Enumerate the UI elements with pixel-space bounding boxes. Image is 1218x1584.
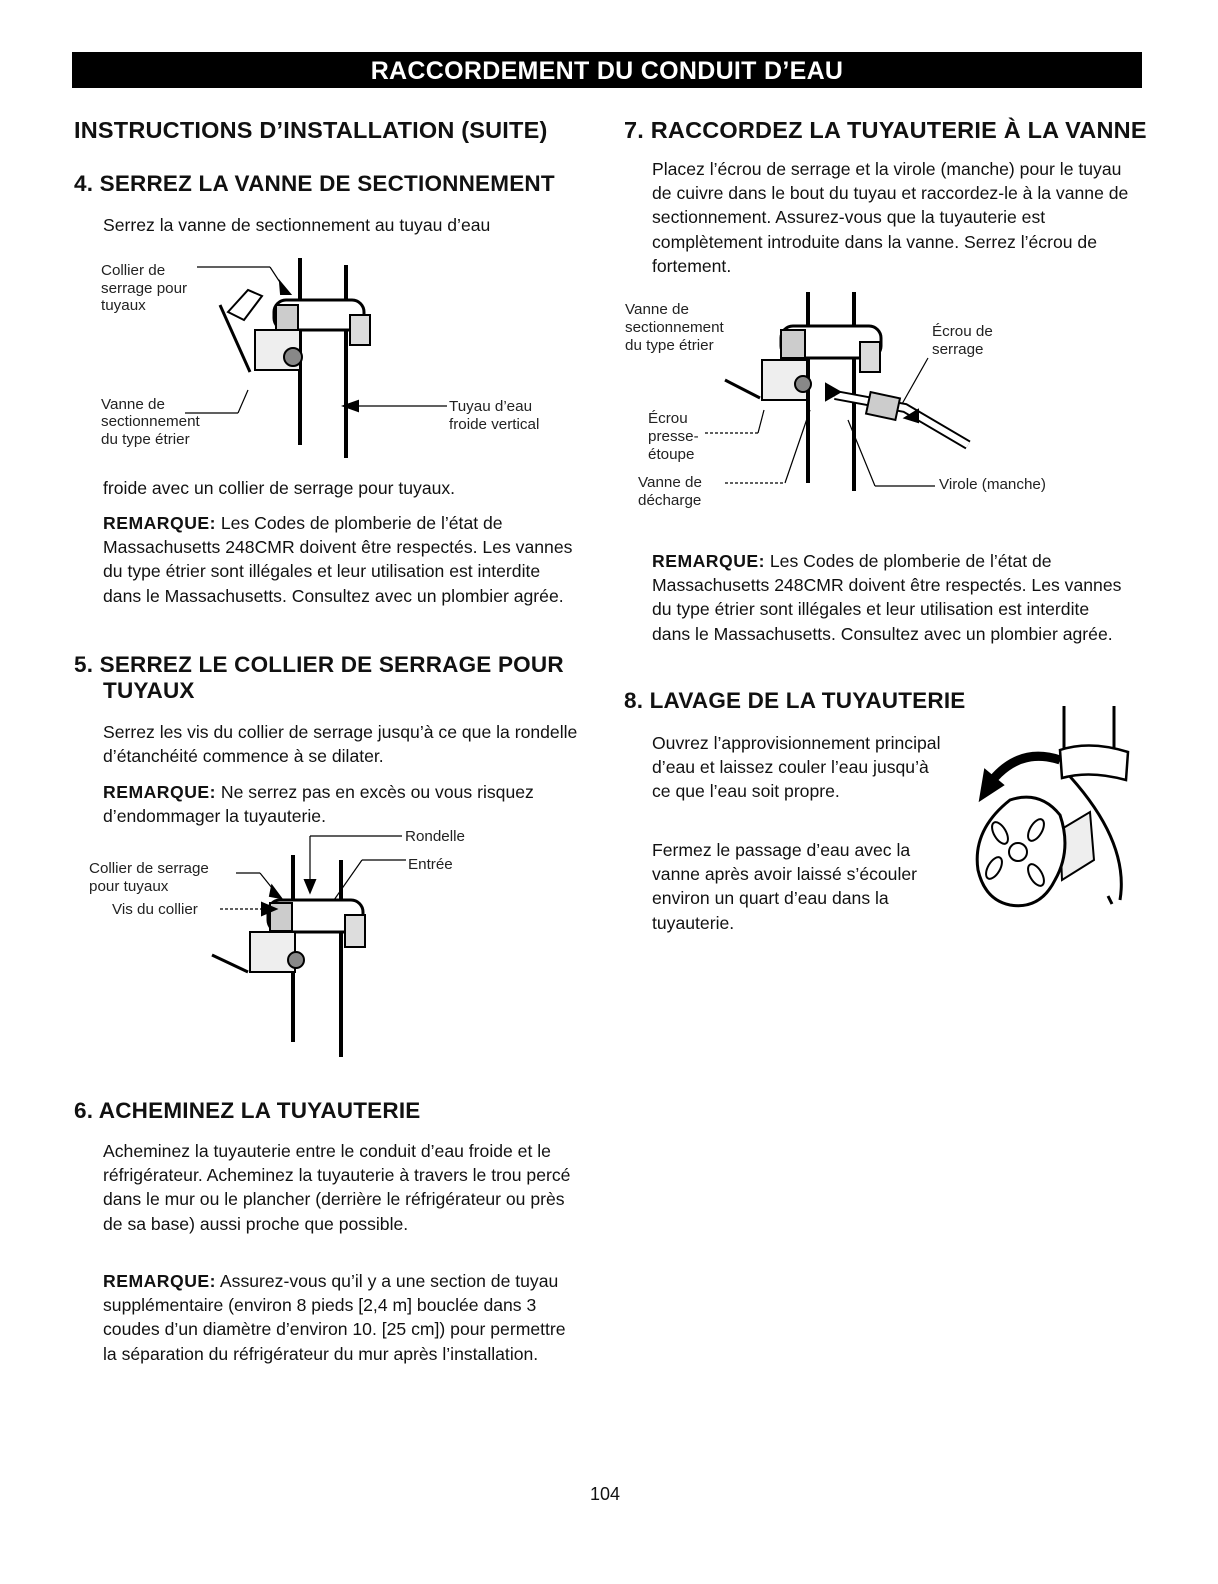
step-6-text: Acheminez la tuyauterie entre le conduit d’eau froide et le réfrigérateur. Acheminez la tuyauterie à travers le trou percé dans le mur ou le plancher (derrière le réfrigérateur ou près de sa base) aussi proche que possible. [103,1141,571,1234]
step-4-intro: Serrez la vanne de sectionnement au tuyau d’eau [103,215,491,235]
note-label: REMARQUE: [652,551,765,571]
label-ecrou-presse-line2: presse- [648,428,699,445]
label-vanne-etrier-line3: du type étrier [625,337,714,354]
step-4-title: 4. SERREZ LA VANNE DE SECTIONNEMENT [74,171,555,196]
step-6-title: 6. ACHEMINEZ LA TUYAUTERIE [74,1098,421,1123]
section-heading: INSTRUCTIONS D’INSTALLATION (SUITE) [74,117,548,143]
label-vanne-line3: du type étrier [101,431,190,448]
label-collier-serrage-line2: pour tuyaux [89,878,169,895]
label-virole: Virole (manche) [939,476,1046,493]
label-ecrou-serrage-line1: Écrou de [932,323,993,340]
step-8-text-1: Ouvrez l’approvisionnement principal d’eau et laissez couler l’eau jusqu’à ce que l’eau soit propre. [652,733,941,802]
page-number: 104 [590,1484,621,1504]
note-label: REMARQUE: [103,513,216,533]
label-ecrou-presse-line3: étoupe [648,446,695,463]
step-7-text: Placez l’écrou de serrage et la virole (manche) pour le tuyau de cuivre dans le bout du tuyau et raccordez-le à la vanne de sectionnement. Assurez-vous que la tuyauterie est complètement introduite dans la vanne. Serrez l’écrou de fortement. [652,159,1129,276]
step-5-text: Serrez les vis du collier de serrage jusqu’à ce que la rondelle d’étanchéité commence à se dilater. [103,722,578,767]
label-rondelle: Rondelle [405,828,465,845]
label-decharge-line1: Vanne de [638,474,702,491]
label-ecrou-serrage-line2: serrage [932,341,984,358]
step-5-title-line2: TUYAUX [103,678,195,703]
note-text: Ne serrez pas en excès ou vous risquez d’endommager la tuyauterie. [103,782,534,827]
step-4-continued: froide avec un collier de serrage pour tuyaux. [103,478,456,498]
label-tuyau-line2: froide vertical [449,416,540,433]
label-decharge-line2: décharge [638,492,702,509]
label-collier-serrage-line1: Collier de serrage [89,860,209,877]
label-tuyau-line1: Tuyau d’eau [449,398,533,415]
page-banner: RACCORDEMENT DU CONDUIT D’EAU [72,52,1142,88]
step-7-title: 7. RACCORDEZ LA TUYAUTERIE À LA VANNE [624,117,1147,143]
label-vanne-etrier-line1: Vanne de [625,301,689,318]
note-label: REMARQUE: [103,782,216,802]
label-vanne-line1: Vanne de [101,396,165,413]
step-8-title: 8. LAVAGE DE LA TUYAUTERIE [624,688,966,713]
label-ecrou-presse-line1: Écrou [648,410,688,427]
label-collier-line3: tuyaux [101,297,146,314]
step-8-text-2: Fermez le passage d’eau avec la vanne après avoir laissé s’écouler environ un quart d’eau dans la tuyauterie. [652,840,918,933]
step-5-title-line1: 5. SERREZ LE COLLIER DE SERRAGE POUR [74,652,564,677]
note-text: Les Codes de plomberie de l’état de Massachusetts 248CMR doivent être respectés. Les vannes du type étrier sont illégales et leur utilisation est interdite dans le Massachusetts. Consultez avec un plombier agrée. [103,513,573,606]
label-collier-line1: Collier de [101,262,166,279]
note-label: REMARQUE: [103,1271,216,1291]
label-vanne-line2: sectionnement [101,413,200,430]
label-entree: Entrée [408,856,453,873]
label-vanne-etrier-line2: sectionnement [625,319,724,336]
label-vis-collier: Vis du collier [112,901,198,918]
label-collier-line2: serrage pour [101,280,188,297]
note-text: Assurez-vous qu’il y a une section de tuyau supplémentaire (environ 8 pieds [2,4 m] bouclée dans 3 coudes d’un diamètre d’environ 10. [25 cm]) pour permettre la séparation du réfrigérateur du mur après l’installation. [103,1271,566,1364]
note-text: Les Codes de plomberie de l’état de Massachusetts 248CMR doivent être respectés. Les vannes du type étrier sont illégales et leur utilisation est interdite dans le Massachusetts. Consultez avec un plombier agrée. [652,551,1122,644]
